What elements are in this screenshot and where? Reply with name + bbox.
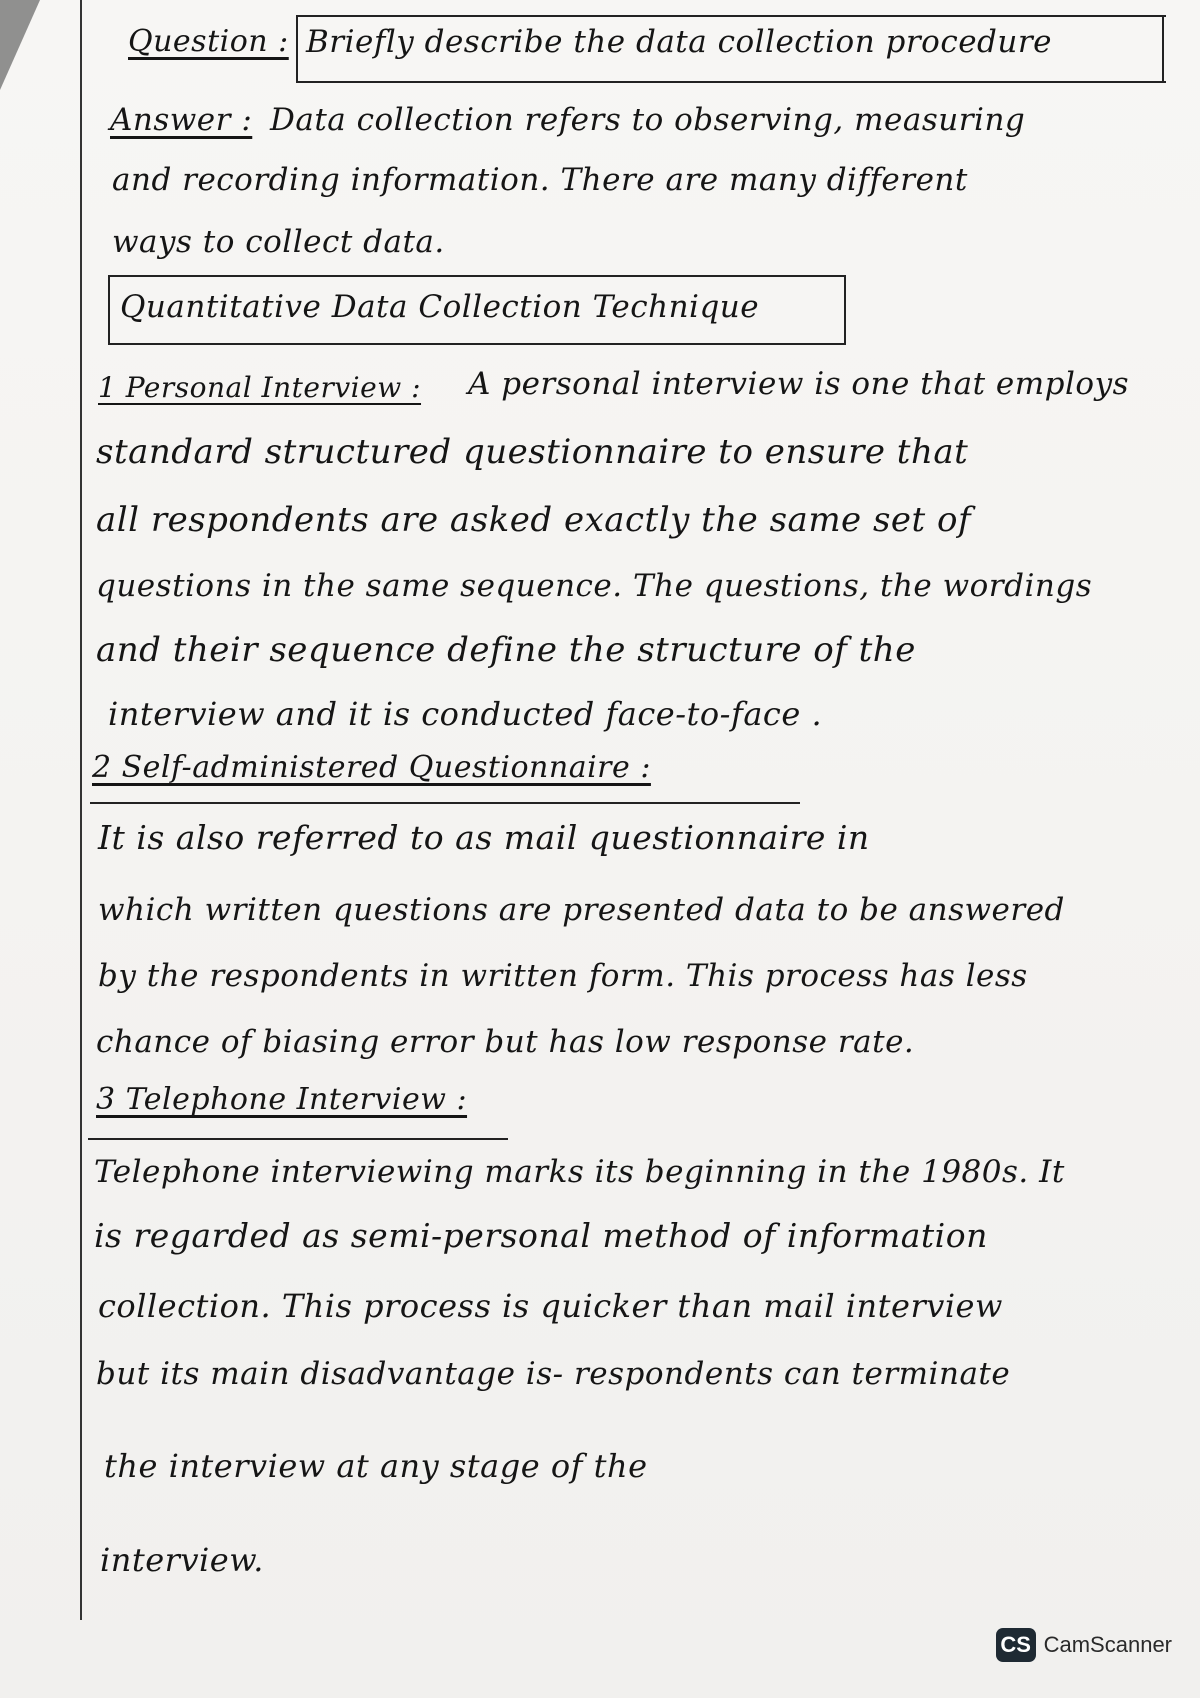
question-text: Briefly describe the data collection procedure [306, 24, 1053, 60]
self-administered-line-2: which written questions are presented data to be answered [98, 892, 1065, 928]
camscanner-logo-icon: CS [996, 1628, 1036, 1662]
telephone-interview-underline [88, 1138, 508, 1140]
camscanner-text: CamScanner [1043, 1632, 1172, 1657]
scan-corner-shadow [0, 0, 40, 90]
section-title: Quantitative Data Collection Technique [120, 289, 760, 325]
self-administered-line-3: by the respondents in written form. This process has less [98, 958, 1028, 994]
answer-line-1: Data collection refers to observing, measuring [270, 102, 1026, 138]
answer-line-2: and recording information. There are many different [112, 162, 968, 198]
telephone-interview-line-3: collection. This process is quicker than mail interview [98, 1287, 1003, 1325]
personal-interview-label: 1 Personal Interview : [98, 371, 422, 404]
personal-interview-line-1: standard structured questionnaire to ensure that [96, 432, 969, 472]
question-label: Question : [128, 24, 289, 59]
telephone-interview-line-2: is regarded as semi-personal method of information [94, 1216, 988, 1255]
personal-interview-line-4: and their sequence define the structure of the [96, 630, 916, 670]
self-administered-line-4: chance of biasing error but has low response rate. [96, 1024, 915, 1060]
self-administered-label: 2 Self-administered Questionnaire : [92, 750, 651, 785]
self-administered-line-1: It is also referred to as mail questionnaire in [98, 818, 870, 857]
telephone-interview-line-1: Telephone interviewing marks its beginning in the 1980s. It [94, 1154, 1065, 1190]
telephone-interview-label: 3 Telephone Interview : [96, 1082, 468, 1117]
personal-interview-line-5: interview and it is conducted face-to-face . [108, 695, 823, 733]
margin-line [80, 0, 82, 1620]
personal-interview-first-line: A personal interview is one that employs [468, 366, 1130, 402]
telephone-interview-line-5: the interview at any stage of the [104, 1447, 648, 1485]
self-administered-underline [90, 802, 800, 804]
answer-label: Answer : [110, 102, 253, 138]
answer-line-3: ways to collect data. [112, 224, 445, 260]
camscanner-watermark [996, 1628, 1172, 1662]
telephone-interview-line-4: but its main disadvantage is- respondents can terminate [96, 1356, 1011, 1392]
question-box-edge [1162, 15, 1164, 83]
telephone-interview-line-6: interview. [100, 1541, 264, 1579]
personal-interview-line-3: questions in the same sequence. The questions, the wordings [96, 568, 1093, 604]
personal-interview-line-2: all respondents are asked exactly the same set of [96, 500, 972, 540]
